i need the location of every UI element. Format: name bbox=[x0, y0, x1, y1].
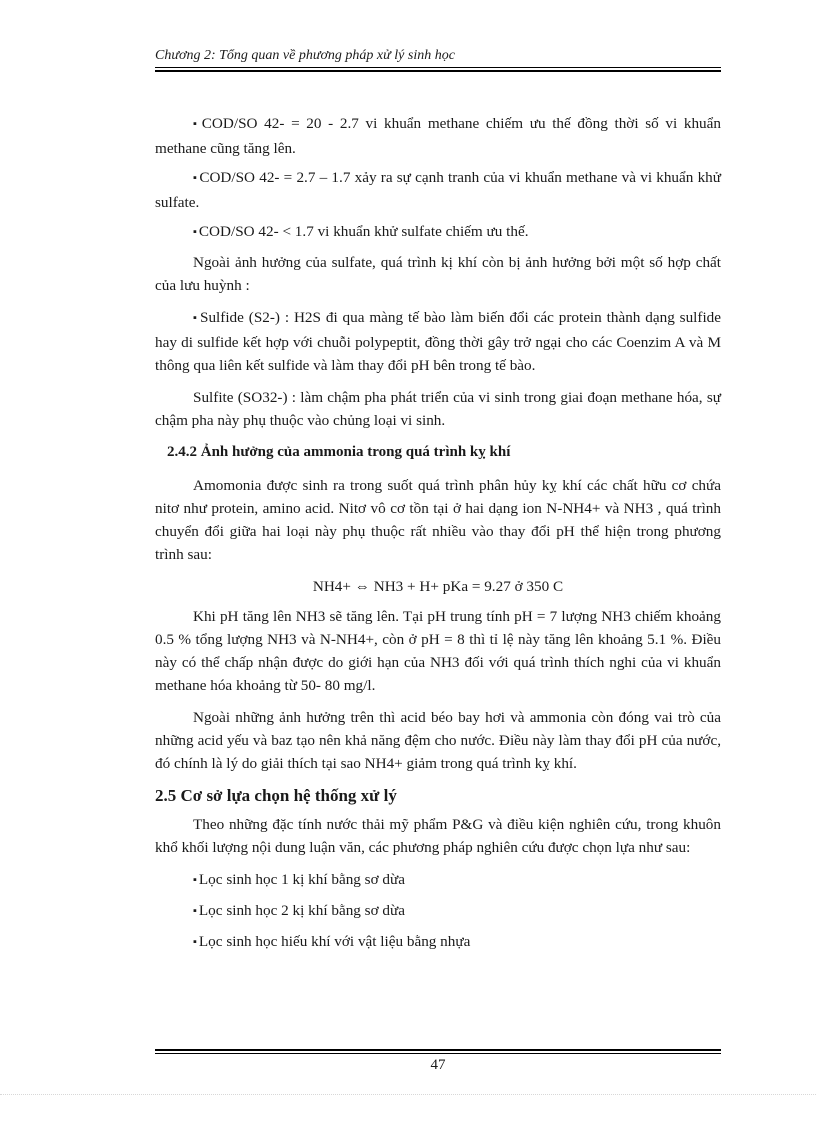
bullet-cod-ratio-2: ▪ COD/SO 42- = 2.7 – 1.7 xảy ra sự cạnh tranh của vi khuẩn methane và vi khuẩn khử sulfate. bbox=[155, 166, 721, 214]
bullet-cod-ratio-3: ▪ COD/SO 42- < 1.7 vi khuẩn khử sulfate chiếm ưu thế. bbox=[155, 220, 721, 245]
paragraph-buffer: Ngoài những ảnh hưởng trên thì acid béo bay hơi và ammonia còn đóng vai trò của những acid yếu và baz tạo nên khả năng đệm cho nước. Điều này làm thay đổi pH của nước, đó chính là lý do giải thích tại sao NH4+ giảm trong quá trình kỵ khí. bbox=[155, 709, 721, 772]
heading-2-4-2: 2.4.2 Ảnh hưởng của ammonia trong quá trình kỵ khí bbox=[167, 444, 511, 460]
header-rule-thin bbox=[155, 67, 721, 68]
page-number: 47 bbox=[430, 1057, 446, 1073]
heading-2-5: 2.5 Cơ sở lựa chọn hệ thống xử lý bbox=[155, 786, 397, 805]
footer-rule-thin bbox=[155, 1053, 721, 1054]
paragraph-sulfate: Ngoài ảnh hưởng của sulfate, quá trình kị khí còn bị ảnh hưởng bởi một số hợp chất của lưu huỳnh : bbox=[155, 254, 721, 294]
paragraph-sulfite: Sulfite (SO32-) : làm chậm pha phát triển của vi sinh trong giai đoạn methane hóa, sự chậm pha này phụ thuộc vào chủng loại vi sinh. bbox=[155, 389, 721, 429]
header-rule-thick bbox=[155, 70, 721, 72]
page-header-title: Chương 2: Tổng quan về phương pháp xử lý sinh học bbox=[155, 48, 455, 63]
paragraph-choice: Theo những đặc tính nước thải mỹ phẩm P&G và điều kiện nghiên cứu, trong khuôn khổ khối lượng nội dung luận văn, các phương pháp nghiên cứu được chọn lựa như sau: bbox=[155, 816, 721, 856]
body-text bbox=[155, 112, 721, 961]
bullet-filter-1: ▪ Lọc sinh học 1 kị khí bằng sơ dừa bbox=[155, 868, 721, 893]
paragraph-ammonia: Amomonia được sinh ra trong suốt quá trình phân hủy kỵ khí các chất hữu cơ chứa nitơ như protein, amino acid. Nitơ vô cơ tồn tại ở hai dạng ion N-NH4+ và NH3 , quá trình chuyển đổi giữa hai loại này phụ thuộc rất nhiều vào thay đổi pH thể hiện trong phương trình sau: bbox=[155, 477, 721, 563]
equation-ammonia: NH4+ ⇔ NH3 + H+ pKa = 9.27 ở 350 C bbox=[312, 578, 564, 595]
bullet-filter-2: ▪ Lọc sinh học 2 kị khí bằng sơ dừa bbox=[155, 899, 721, 924]
paragraph-ph: Khi pH tăng lên NH3 sẽ tăng lên. Tại pH trung tính pH = 7 lượng NH3 chiếm khoảng 0.5 % tổng lượng NH3 và N-NH4+, còn ở pH = 8 thì tỉ lệ này tăng lên khoảng 5.1 %. Điều này có thể chấp nhận được do giới hạn của NH3 đối với quá trình thích nghi của vi khuẩn methane hóa khoảng từ 50- 80 mg/l. bbox=[155, 608, 721, 694]
bullet-sulfide: ▪ Sulfide (S2-) : H2S đi qua màng tế bào làm biến đổi các protein thành dạng sulfide hay di sulfide kết hợp với chuỗi polypeptit, đồng thời gây trở ngại cho các Coenzim A và M thông qua liên kết sulfide và làm thay đổi pH bên trong tế bào. bbox=[155, 306, 721, 377]
page-bottom-dotted-line bbox=[0, 1094, 816, 1095]
bullet-cod-ratio-1: ▪ COD/SO 42- = 20 - 2.7 vi khuẩn methane chiếm ưu thế đồng thời số vi khuẩn methane cũng tăng lên. bbox=[155, 112, 721, 160]
footer-rule-thick bbox=[155, 1049, 721, 1051]
bullet-filter-3: ▪ Lọc sinh học hiếu khí với vật liệu bằng nhựa bbox=[155, 930, 721, 955]
